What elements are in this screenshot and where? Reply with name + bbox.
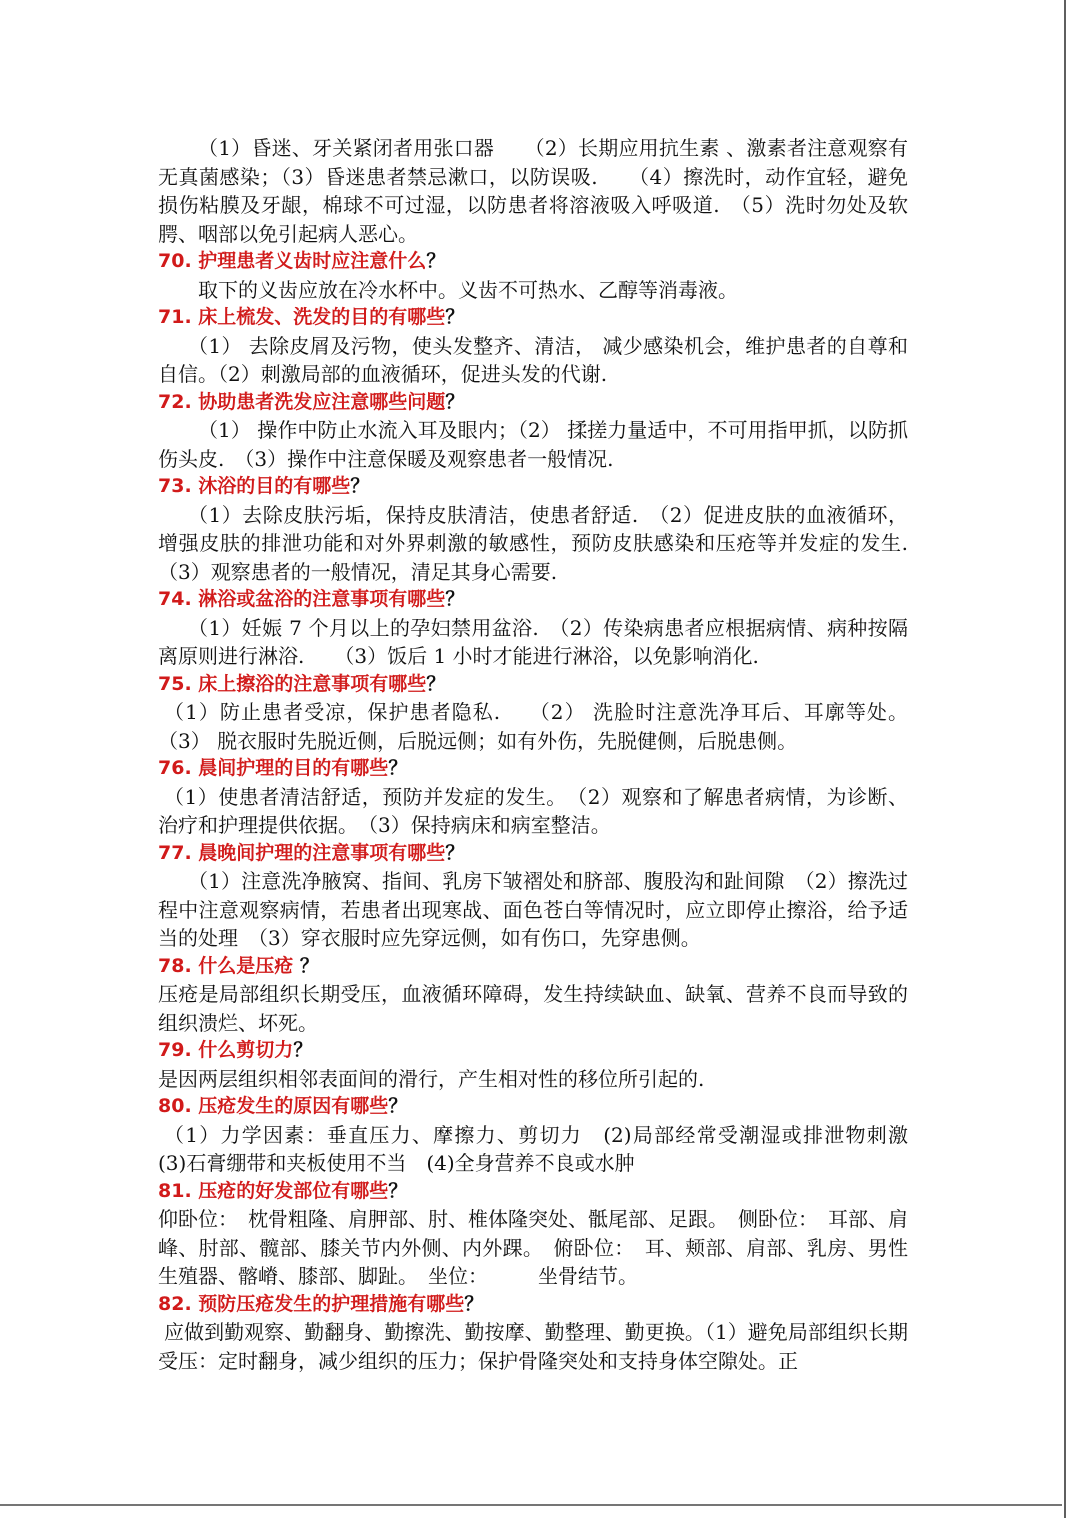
question-mark: ？ <box>388 1095 408 1117</box>
answer-paragraph: （1）力学因素：垂直压力、摩擦力、剪切力 (2)局部经常受潮湿或排泄物刺激 (3)石膏绷带和夹板使用不当 (4)全身营养不良或水肿 <box>158 1122 928 1175</box>
question-heading <box>158 248 908 276</box>
answer-paragraph: （1） 去除皮屑及污物，使头发整齐、清洁， 减少感染机会，维护患者的自尊和自信。（2）刺激局部的血液循环，促进头发的代谢. <box>158 333 908 386</box>
question-number: 81. <box>158 1179 192 1202</box>
question-text: 晨间护理的目的有哪些 <box>198 757 389 779</box>
question-text: 晨晚间护理的注意事项有哪些 <box>198 841 446 864</box>
answer-paragraph: （1） 操作中防止水流入耳及眼内；（2） 揉搓力量适中，不可用指甲抓，以防抓伤头皮. （3）操作中注意保暖及观察患者一般情况. <box>158 418 908 471</box>
question-number: 75. <box>158 672 192 695</box>
answer-paragraph: （1）妊娠 7 个月以上的孕妇禁用盆浴. （2）传染病患者应根据病情、病种按隔离原则进行淋浴. （3）饭后 1 小时才能进行淋浴，以免影响消化. <box>158 615 908 668</box>
question-number: 76. <box>158 757 192 779</box>
question-mark: ？ <box>445 841 465 864</box>
question-number: 80. <box>158 1095 192 1117</box>
question-text: 沐浴的目的有哪些 <box>198 475 351 497</box>
question-text: 压疮的好发部位有哪些 <box>198 1179 389 1202</box>
question-heading <box>158 473 908 501</box>
question-mark: ？ <box>350 475 370 497</box>
question-number: 79. <box>158 1039 192 1061</box>
question-mark: ？ <box>426 250 446 272</box>
question-mark: ？ <box>293 1039 313 1061</box>
question-mark: ？ <box>426 672 446 695</box>
question-text: 预防压疮发生的护理措施有哪些 <box>198 1292 465 1315</box>
scan-edge-right <box>1064 0 1066 1518</box>
question-heading <box>158 671 908 699</box>
question-heading <box>158 304 908 332</box>
question-mark: ？ <box>388 757 408 779</box>
question-heading <box>158 1291 908 1319</box>
question-number: 72. <box>158 390 192 413</box>
question-number: 73. <box>158 475 192 497</box>
answer-paragraph: （1）防止患者受凉，保护患者隐私. （2） 洗脸时注意洗净耳后、耳廓等处。（3） 脱衣服时先脱近侧，后脱远侧；如有外伤，先脱健侧，后脱患侧。 <box>158 700 908 753</box>
question-number: 77. <box>158 841 192 864</box>
answer-paragraph: 压疮是局部组织长期受压，血液循环障碍，发生持续缺血、缺氧、营养不良而导致的组织溃烂、坏死。 <box>158 982 908 1035</box>
answer-paragraph: 仰卧位： 枕骨粗隆、肩胛部、肘、椎体隆突处、骶尾部、足跟。 侧卧位： 耳部、肩峰、肘部、髋部、膝关节内外侧、内外踝。 俯卧位： 耳、颊部、肩部、乳房、男性生殖器、髂嵴、膝部、脚趾。 坐位： 坐骨结节。 <box>158 1207 908 1288</box>
question-heading <box>158 1037 908 1065</box>
answer-paragraph: （1）去除皮肤污垢，保持皮肤清洁，使患者舒适. （2）促进皮肤的血液循环，增强皮肤的排泄功能和对外界刺激的敏感性，预防皮肤感染和压疮等并发症的发生. （3）观察患者的一般情况，清足其身心需要. <box>158 502 928 584</box>
question-heading <box>158 1178 908 1206</box>
answer-paragraph: （1）注意洗净腋窝、指间、乳房下皱褶处和脐部、腹股沟和趾间隙 （2）擦洗过程中注意观察病情，若患者出现寒战、面色苍白等情况时，应立即停止擦浴，给予适当的处理 （3）穿衣服时应先穿远侧，如有伤口，先穿患侧。 <box>158 869 908 950</box>
question-number: 74. <box>158 588 192 610</box>
question-text: 协助患者洗发应注意哪些问题 <box>198 390 446 413</box>
scan-edge-bottom <box>0 1504 1062 1506</box>
question-mark: ？ <box>388 1179 408 1202</box>
question-heading <box>158 1093 908 1121</box>
question-number: 70. <box>158 250 192 272</box>
question-text: 床上梳发、洗发的目的有哪些 <box>198 306 446 328</box>
question-text: 床上擦浴的注意事项有哪些 <box>198 672 427 695</box>
question-heading <box>158 755 908 783</box>
question-text: 淋浴或盆浴的注意事项有哪些 <box>198 588 446 610</box>
question-text: 护理患者义齿时应注意什么 <box>198 250 427 272</box>
question-mark: ？ <box>445 306 465 328</box>
answer-paragraph: 取下的义齿应放在冷水杯中。义齿不可热水、乙醇等消毒液。 <box>198 277 738 302</box>
question-heading <box>158 953 908 981</box>
question-mark: ？ <box>293 954 319 977</box>
question-number: 82. <box>158 1292 192 1315</box>
question-text: 什么剪切力 <box>198 1039 294 1061</box>
question-number: 78. <box>158 954 192 977</box>
question-heading <box>158 389 908 417</box>
answer-paragraph: 应做到勤观察、勤翻身、勤擦洗、勤按摩、勤整理、勤更换。（1）避免局部组织长期受压：定时翻身，减少组织的压力；保护骨隆突处和支持身体空隙处。正 <box>158 1320 908 1373</box>
document-body <box>158 134 928 1375</box>
question-text: 什么是压疮 <box>198 954 294 977</box>
answer-paragraph: 是因两层组织相邻表面间的滑行，产生相对性的移位所引起的. <box>158 1066 705 1091</box>
question-mark: ？ <box>464 1292 484 1315</box>
question-heading <box>158 840 908 868</box>
question-mark: ？ <box>445 390 465 413</box>
question-mark: ？ <box>445 588 465 610</box>
question-text: 压疮发生的原因有哪些 <box>198 1095 389 1117</box>
answer-paragraph: （1）使患者清洁舒适，预防并发症的发生。 （2）观察和了解患者病情，为诊断、治疗和护理提供依据。 （3）保持病床和病室整洁。 <box>158 784 908 837</box>
answer-paragraph: （1）昏迷、牙关紧闭者用张口器 （2）长期应用抗生素 、激素者注意观察有无真菌感染；（3）昏迷患者禁忌漱口，以防误吸. （4）擦洗时，动作宜轻，避免损伤粘膜及牙龈，棉球不可过湿，以防患者将溶液吸入呼吸道. （5）洗时勿处及软腭、咽部以免引起病人恶心。 <box>158 136 908 246</box>
question-number: 71. <box>158 306 192 328</box>
question-heading <box>158 586 908 614</box>
